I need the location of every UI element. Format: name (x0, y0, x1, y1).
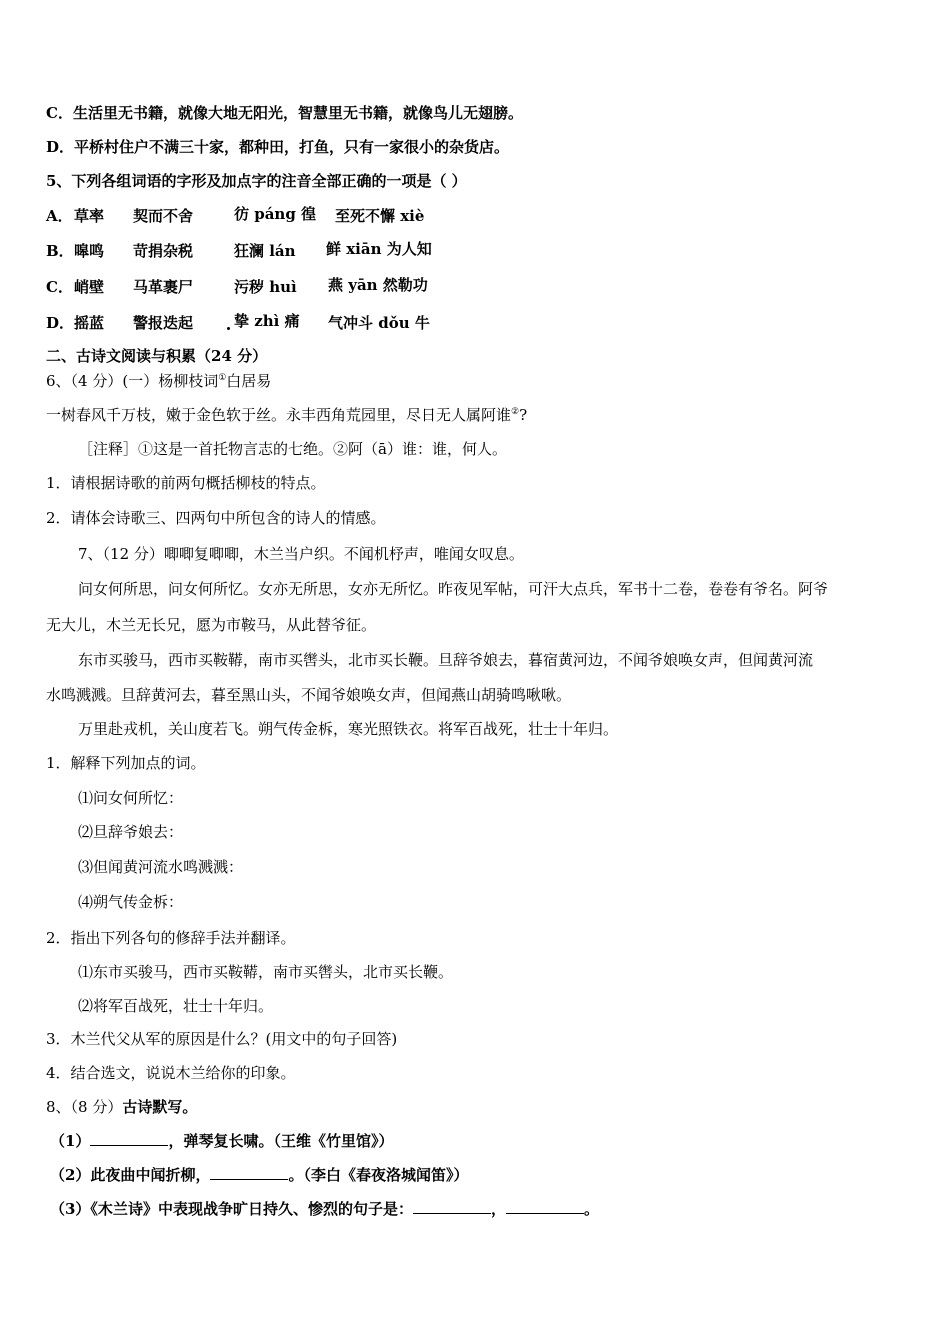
q5-word-2: 警报迭起 (133, 314, 194, 332)
line-text: （3）《木兰诗》中表现战争旷日持久、惨烈的句子是： (50, 1200, 413, 1218)
q6-note: ［注释］①这是一首托物言志的七绝。②阿（ā）谁：谁，何人。 (78, 440, 507, 458)
poem-end: ? (519, 406, 528, 424)
q5-word-3: 污秽 huì (234, 278, 297, 296)
q4-option-c: C．生活里无书籍，就像大地无阳光，智慧里无书籍，就像鸟儿无翅膀。 (46, 104, 523, 122)
q5-word-4: 鲜 xiān 为人知 (326, 240, 432, 258)
q5-word-3: 彷 páng 徨 (234, 205, 317, 223)
q7-passage-p2b: 无大儿，木兰无长兄，愿为市鞍马，从此替爷征。 (46, 616, 377, 634)
q7-sub-1-item: ⑶但闻黄河流水鸣溅溅： (78, 858, 244, 876)
q5-word-3: 狂澜 lán (234, 242, 296, 260)
answer-blank[interactable] (90, 1131, 168, 1146)
q7-passage-p3a: 东市买骏马，西市买鞍鞯，南市买辔头，北市买长鞭。旦辞爷娘去，暮宿黄河边，不闻爷娘唤女声，但闻黄河流 (78, 651, 814, 669)
q8-line-2 (50, 1165, 468, 1185)
q5-word-1: 草率 (74, 207, 105, 225)
section-2-title: 二、古诗文阅读与积累（24 分） (46, 347, 268, 365)
q5-word-2: 苛捐杂税 (133, 242, 194, 260)
q7-sub-1-item: ⑴问女何所忆： (78, 789, 184, 807)
q7-sub-1-item: ⑷朔气传金柝： (78, 893, 184, 911)
q5-word-3: 挚 zhì 痛 (234, 312, 300, 330)
line-text: 。（李白《春夜洛城闻笛》） (288, 1166, 469, 1184)
q5-word-1: 摇蓝 (74, 314, 105, 332)
footnote-mark: ① (218, 373, 227, 383)
line-sep: ， (490, 1200, 506, 1218)
q7-passage-p2a: 问女何所思，问女何所忆。女亦无所思，女亦无所忆。昨夜见军帖，可汗大点兵，军书十二卷，卷卷有爷名。阿爷 (78, 580, 829, 598)
q5-option-label: B． (46, 242, 74, 260)
line-prefix: （1） (50, 1132, 91, 1150)
q5-word-1: 峭壁 (74, 278, 105, 296)
line-text: （2）此夜曲中闻折柳， (50, 1166, 211, 1184)
q8-line-1 (50, 1131, 393, 1151)
emphasis-dot (227, 327, 230, 330)
footnote-mark: ② (511, 407, 520, 417)
q7-sub-2: 2．指出下列各句的修辞手法并翻译。 (46, 929, 296, 947)
q6-sub-1: 1．请根据诗歌的前两句概括柳枝的特点。 (46, 474, 326, 492)
q8-line-3 (50, 1199, 599, 1219)
q5-option-label: C． (46, 278, 73, 296)
q8-head-bold: 古诗默写。 (122, 1098, 198, 1116)
answer-blank[interactable] (413, 1199, 491, 1214)
q7-sub-4: 4．结合选文，说说木兰给你的印象。 (46, 1064, 296, 1082)
answer-blank[interactable] (506, 1199, 584, 1214)
q5-word-2: 契而不舍 (133, 207, 194, 225)
q7-passage-p1: 7、（12 分）唧唧复唧唧，木兰当户织。不闻机杼声，唯闻女叹息。 (78, 545, 524, 563)
line-end: 。 (583, 1200, 599, 1218)
q6-sub-2: 2．请体会诗歌三、四两句中所包含的诗人的情感。 (46, 509, 386, 527)
q8-header (46, 1097, 197, 1117)
q7-sub-2-item: ⑴东市买骏马，西市买鞍鞯，南市买辔头，北市买长鞭。 (78, 963, 454, 981)
q7-passage-p3b: 水鸣溅溅。旦辞黄河去，暮至黑山头，不闻爷娘唤女声，但闻燕山胡骑鸣啾啾。 (46, 686, 572, 704)
q4-option-d: D．平桥村住户不满三十家，都种田，打鱼，只有一家很小的杂货店。 (46, 138, 510, 156)
line-text: ，弹琴复长啸。（王维《竹里馆》） (168, 1132, 394, 1150)
q6-header (46, 371, 271, 391)
q5-word-1: 嗥鸣 (74, 242, 105, 260)
q8-head: 8、（8 分） (46, 1098, 123, 1116)
q5-word-4: 燕 yān 然勒功 (328, 276, 428, 294)
q7-sub-1-item: ⑵旦辞爷娘去： (78, 823, 184, 841)
q7-sub-2-item: ⑵将军百战死，壮士十年归。 (78, 997, 274, 1015)
q5-stem: 5、下列各组词语的字形及加点字的注音全部正确的一项是（ ） (46, 172, 467, 190)
q6-poem (46, 405, 527, 425)
q7-sub-1: 1．解释下列加点的词。 (46, 754, 206, 772)
q7-sub-3: 3．木兰代父从军的原因是什么？(用文中的句子回答) (46, 1030, 398, 1048)
q7-passage-p4: 万里赴戎机，关山度若飞。朔气传金柝，寒光照铁衣。将军百战死，壮士十年归。 (78, 720, 619, 738)
answer-blank[interactable] (210, 1165, 288, 1180)
q5-option-label: A． (46, 207, 73, 225)
q5-word-4: 气冲斗 dǒu 牛 (328, 314, 430, 332)
q5-word-4: 至死不懈 xiè (335, 207, 425, 225)
poem-text: 一树春风千万枝，嫩于金色软于丝。永丰西角荒园里，尽日无人属阿谁 (46, 406, 512, 424)
q5-word-2: 马革裹尸 (133, 278, 194, 296)
q5-option-label: D． (46, 314, 75, 332)
q6-author: 白居易 (226, 372, 272, 390)
q6-head: 6、（4 分）(一）杨柳枝词 (46, 372, 219, 390)
